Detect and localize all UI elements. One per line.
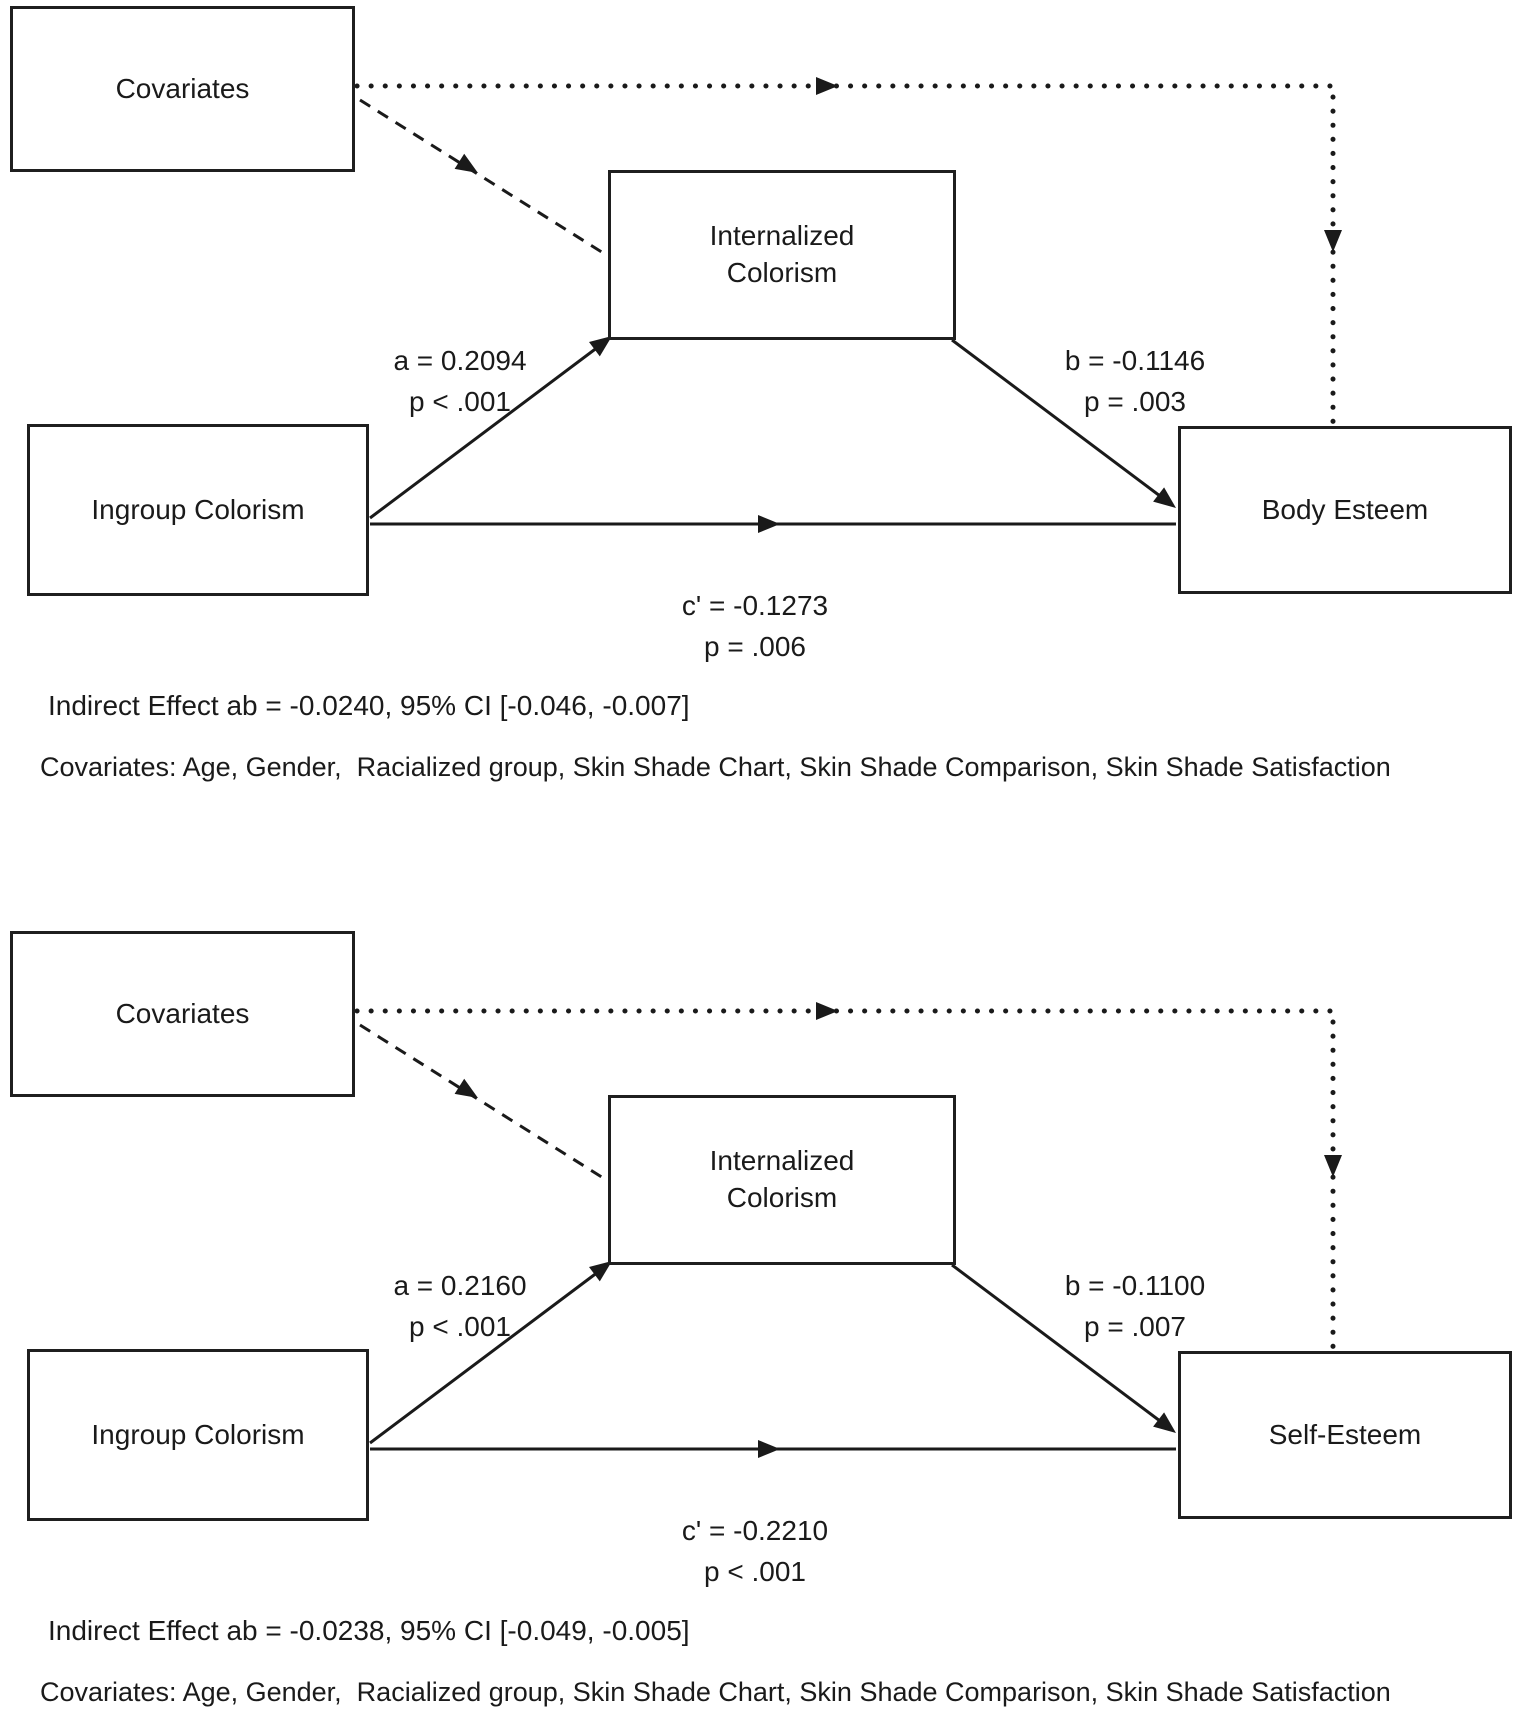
predictor-box-label: Ingroup Colorism <box>91 1418 305 1450</box>
mediation-diagram-body-esteem <box>0 0 1535 800</box>
path-c-pvalue: p < .001 <box>704 1556 806 1588</box>
path-a-pvalue: p < .001 <box>409 386 511 418</box>
path-a-coefficient: a = 0.2094 <box>393 345 527 376</box>
indirect-effect-text: Indirect Effect ab = -0.0238, 95% CI [-0.049, -0.005] <box>48 1615 690 1646</box>
predictor-box-label: Ingroup Colorism <box>91 493 305 525</box>
path-c-coefficient: c' = -0.2210 <box>681 1515 829 1546</box>
path-c-label <box>655 585 855 668</box>
path-c-arrow <box>370 515 1176 533</box>
path-b-label <box>1045 340 1225 423</box>
covariates-to-mediator-dashed-arrow <box>360 1025 608 1181</box>
covariates-box-label: Covariates <box>115 997 250 1029</box>
outcome-box-label: Body Esteem <box>1261 493 1429 525</box>
path-b-coefficient: b = -0.1146 <box>1064 345 1206 376</box>
mediator-box-label-line2: Colorism <box>726 1182 838 1213</box>
covariates-box <box>10 931 355 1097</box>
path-c-label <box>655 1510 855 1593</box>
indirect-effect-text: Indirect Effect ab = -0.0240, 95% CI [-0.046, -0.007] <box>48 690 690 721</box>
path-a-coefficient: a = 0.2160 <box>393 1270 527 1301</box>
path-c-arrow <box>370 1440 1176 1458</box>
outcome-box-label: Self-Esteem <box>1268 1418 1422 1450</box>
path-b-label <box>1045 1265 1225 1348</box>
covariates-note-text: Covariates: Age, Gender, Racialized group, Skin Shade Chart, Skin Shade Comparison, Skin Shade Satisfaction <box>40 752 1391 782</box>
predictor-box <box>27 1349 369 1521</box>
covariates-box-label: Covariates <box>115 72 250 104</box>
predictor-box <box>27 424 369 596</box>
mediator-box-label-line1: Internalized <box>709 1145 855 1177</box>
path-a-label <box>370 340 550 423</box>
outcome-box <box>1178 1351 1512 1519</box>
covariates-note-text: Covariates: Age, Gender, Racialized group, Skin Shade Chart, Skin Shade Comparison, Skin Shade Satisfaction <box>40 1677 1391 1707</box>
outcome-box <box>1178 426 1512 594</box>
path-a-label <box>370 1265 550 1348</box>
mediator-box <box>608 170 956 340</box>
path-b-pvalue: p = .003 <box>1084 386 1186 418</box>
path-c-coefficient: c' = -0.1273 <box>681 590 829 621</box>
mediator-box <box>608 1095 956 1265</box>
path-b-coefficient: b = -0.1100 <box>1064 1270 1206 1301</box>
mediator-box-label-line2: Colorism <box>726 257 838 288</box>
covariates-to-mediator-dashed-arrow <box>360 100 608 256</box>
covariates-box <box>10 6 355 172</box>
path-b-pvalue: p = .007 <box>1084 1311 1186 1343</box>
mediator-box-label-line1: Internalized <box>709 220 855 252</box>
path-a-pvalue: p < .001 <box>409 1311 511 1343</box>
path-c-pvalue: p = .006 <box>704 631 806 663</box>
mediation-diagram-self-esteem <box>0 925 1535 1725</box>
